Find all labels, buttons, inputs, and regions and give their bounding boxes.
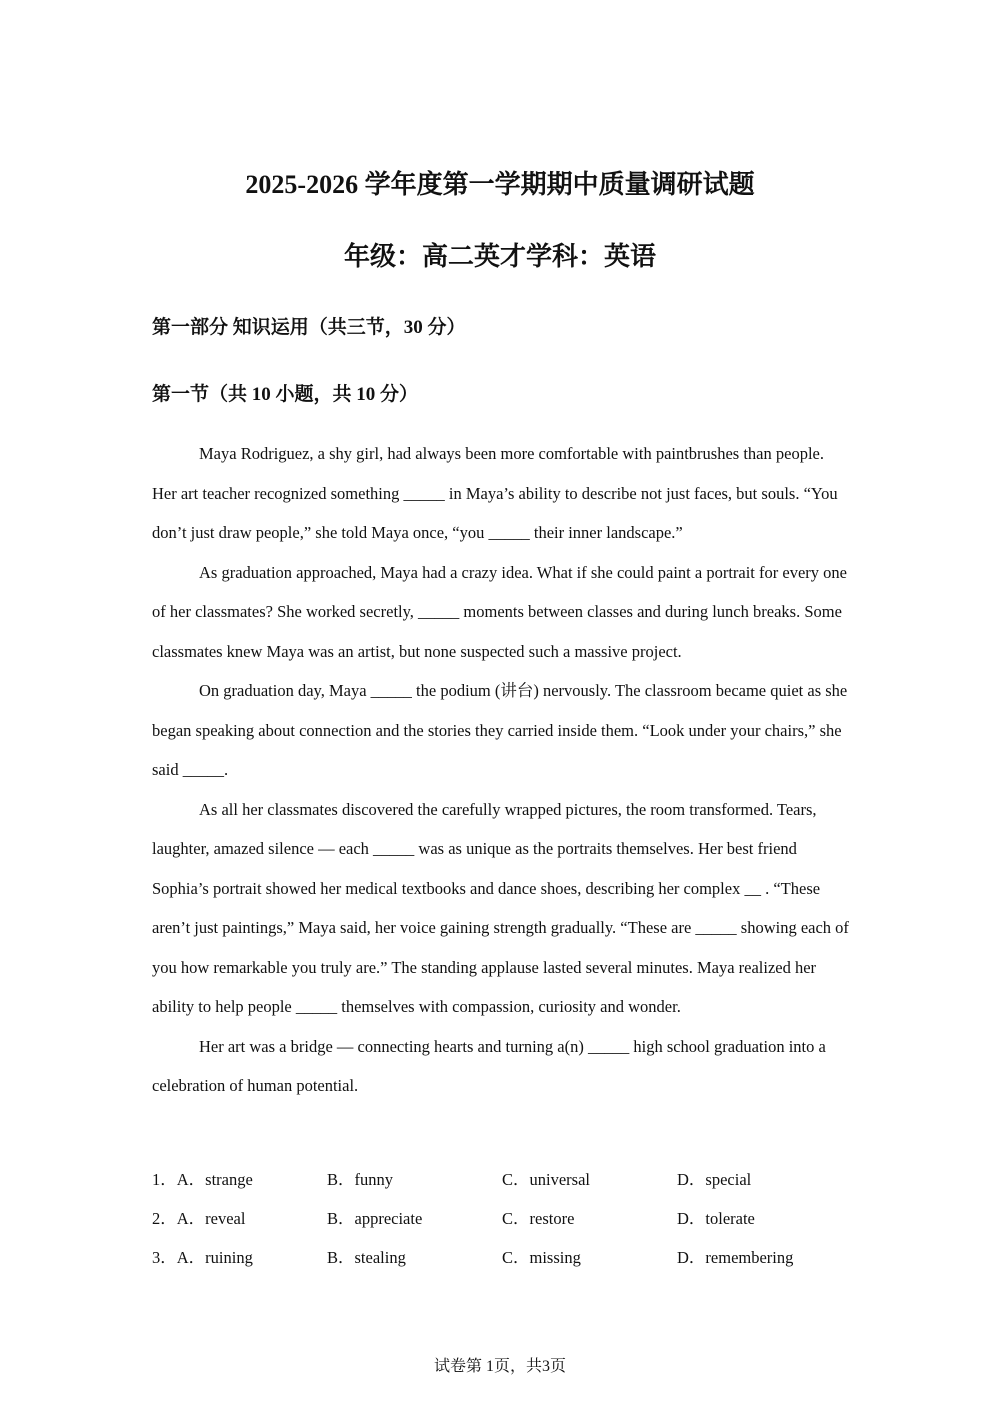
exam-subtitle: 年级：高二英才学科：英语 xyxy=(343,242,656,271)
question-row xyxy=(152,1204,852,1243)
passage-paragraph: On graduation day, Maya _____ the podium (讲台) nervously. The classroom became quiet as she began speaking about connection and the stories they carried inside them. “Look under your chairs,” she said _____. xyxy=(152,681,848,779)
cloze-passage xyxy=(152,434,852,1106)
option-a: 2．A．reveal xyxy=(152,1209,246,1228)
option-d: D．tolerate xyxy=(677,1209,755,1228)
question-options xyxy=(152,1165,852,1282)
option-b: B．stealing xyxy=(327,1248,406,1267)
section-heading: 第一节（共 10 小题，共 10 分） xyxy=(152,384,419,405)
question-row xyxy=(152,1243,852,1282)
option-c: C．universal xyxy=(502,1170,590,1189)
exam-title: 2025-2026 学年度第一学期期中质量调研试题 xyxy=(245,170,755,199)
page-footer: 试卷第 1页，共3页 xyxy=(433,1358,566,1375)
part-heading: 第一部分 知识运用（共三节，30 分） xyxy=(152,317,466,338)
passage-paragraph: As all her classmates discovered the carefully wrapped pictures, the room transformed. Tears, laughter, amazed silence — each _____ was as unique as the portraits themselves. Her best friend Sophia’s portrait showed her medical textbooks and dance shoes, describing her complex __ . “These aren’t just paintings,” Maya said, her voice gaining strength gradually. “These are _____ showing each of you how remarkable you truly are.” The standing applause lasted several minutes. Maya realized her ability to help people _____ themselves with compassion, curiosity and wonder. xyxy=(152,799,849,1016)
question-row xyxy=(152,1165,852,1204)
option-c: C．restore xyxy=(502,1209,575,1228)
option-a: 3．A．ruining xyxy=(152,1248,253,1267)
option-d: D．remembering xyxy=(677,1248,794,1267)
passage-paragraph: Maya Rodriguez, a shy girl, had always been more comfortable with paintbrushes than people. Her art teacher recognized something _____ in Maya’s ability to describe not just faces, but souls. “You don’t just draw people,” she told Maya once, “you _____ their inner landscape.” xyxy=(152,444,838,542)
option-a: 1．A．strange xyxy=(152,1170,253,1189)
option-c: C．missing xyxy=(502,1248,581,1267)
passage-paragraph: As graduation approached, Maya had a crazy idea. What if she could paint a portrait for every one of her classmates? She worked secretly, _____ moments between classes and during lunch breaks. Some classmates knew Maya was an artist, but none suspected such a massive project. xyxy=(152,562,847,661)
option-b: B．funny xyxy=(327,1170,393,1189)
option-b: B．appreciate xyxy=(327,1209,423,1228)
option-d: D．special xyxy=(677,1170,752,1189)
passage-paragraph: Her art was a bridge — connecting hearts and turning a(n) _____ high school graduation into a celebration of human potential. xyxy=(152,1036,826,1095)
